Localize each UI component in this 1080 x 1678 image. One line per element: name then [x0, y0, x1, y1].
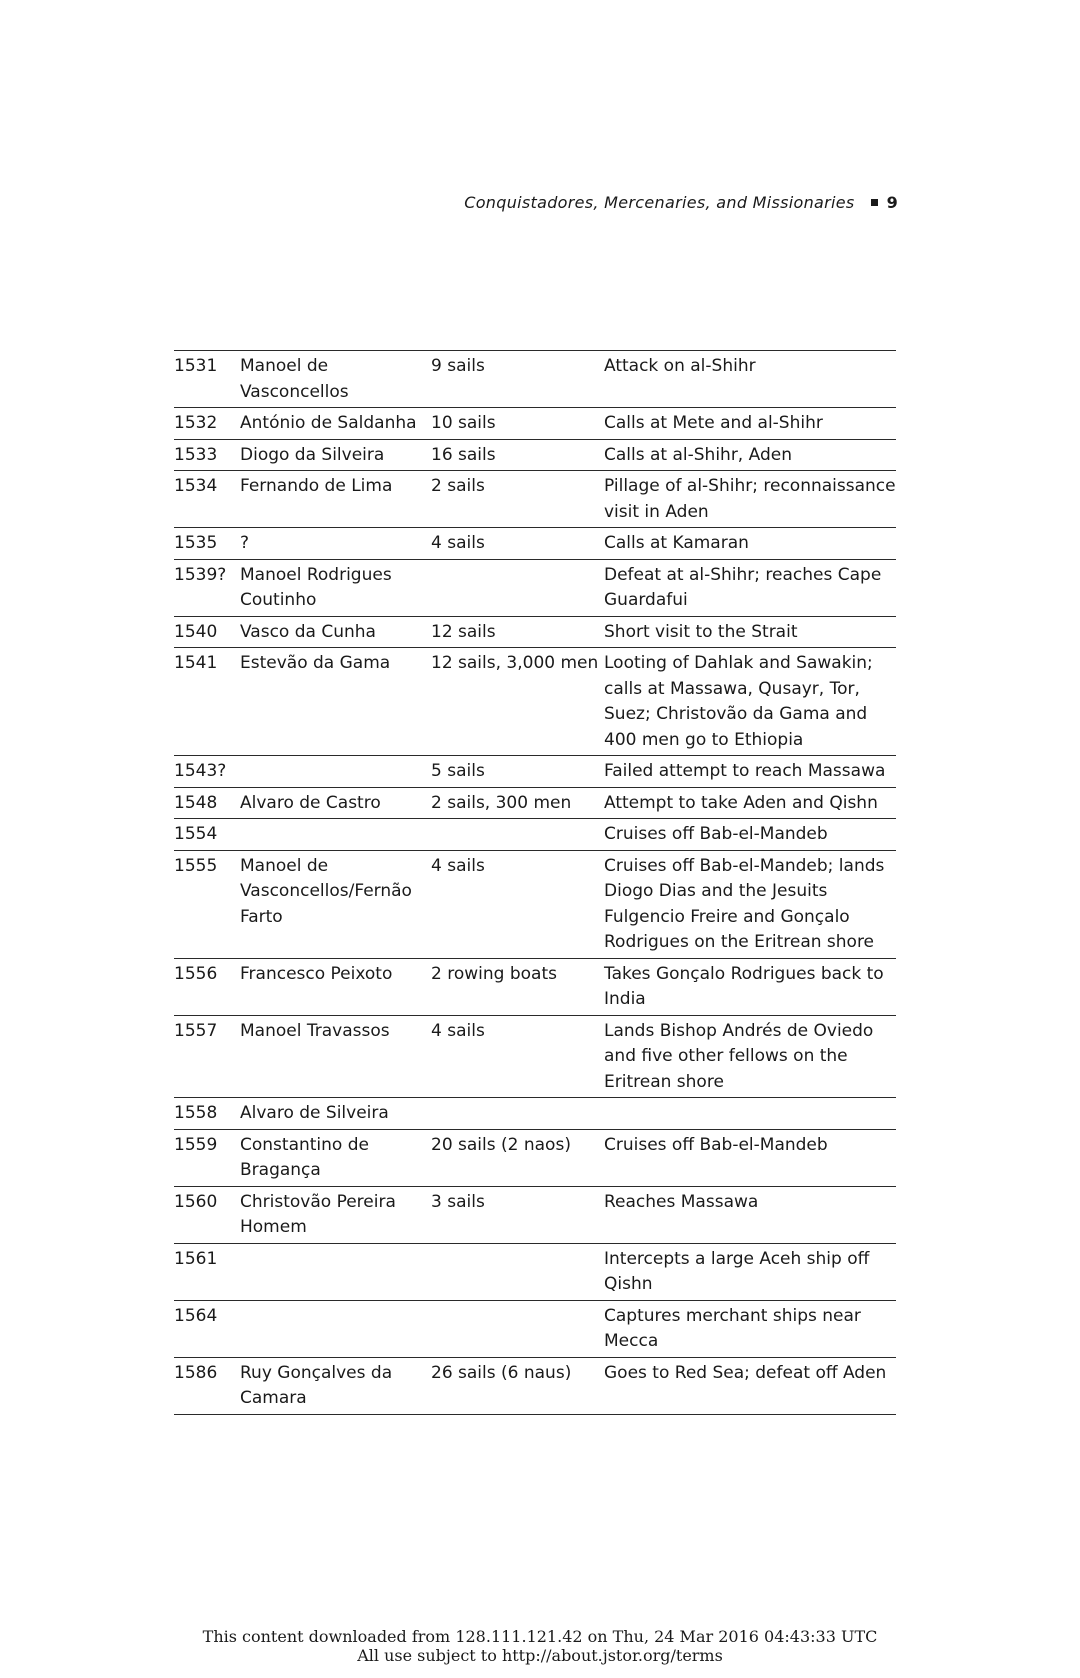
- events-cell: Goes to Red Sea; defeat off Aden: [604, 1362, 887, 1383]
- events-cell: Reaches Massawa: [604, 1191, 759, 1212]
- square-bullet-icon: [871, 199, 878, 206]
- commander-cell: Estevão da Gama: [240, 653, 391, 673]
- table-row: [174, 1186, 896, 1243]
- year-cell: 1561: [174, 1248, 218, 1269]
- commander-cell: Manoel de Vasconcellos/Fernão Farto: [240, 855, 412, 927]
- year-cell: 1558: [174, 1103, 218, 1123]
- commander-cell: Diogo da Silveira: [240, 444, 385, 465]
- year-cell: 1532: [174, 413, 218, 433]
- year-cell: 1564: [174, 1305, 218, 1326]
- fleet-cell: 4 sails: [431, 855, 485, 876]
- fleet-cell: 9 sails: [431, 356, 485, 376]
- year-cell: 1557: [174, 1020, 218, 1041]
- year-cell: 1556: [174, 963, 218, 984]
- table-row: [174, 958, 896, 1015]
- commander-cell: António de Saldanha: [240, 413, 417, 433]
- commander-cell: Constantino de Bragança: [240, 1134, 369, 1180]
- table-row: [174, 470, 896, 527]
- commander-cell: [240, 1304, 431, 1355]
- fleet-cell: [431, 1304, 604, 1355]
- fleet-cell: 4 sails: [431, 1020, 485, 1041]
- commander-cell: ?: [240, 533, 250, 553]
- year-cell: 1548: [174, 792, 218, 813]
- fleet-cell: 20 sails (2 naos): [431, 1134, 571, 1155]
- commander-cell: [240, 759, 431, 785]
- year-cell: 1586: [174, 1362, 218, 1383]
- fleet-cell: 26 sails (6 naus): [431, 1362, 572, 1383]
- events-cell: Defeat at al-Shihr; reaches Cape Guardafui: [604, 564, 882, 610]
- events-cell: Calls at al-Shihr, Aden: [604, 444, 792, 465]
- fleet-cell: 5 sails: [431, 761, 485, 781]
- fleet-cell: 4 sails: [431, 533, 485, 553]
- year-cell: 1554: [174, 824, 218, 844]
- terms-notice-line: All use subject to http://about.jstor.org/terms: [357, 1646, 723, 1665]
- events-cell: Attack on al-Shihr: [604, 356, 756, 376]
- commander-cell: [240, 1247, 431, 1298]
- table-row: [174, 1357, 896, 1415]
- table-row: [174, 1015, 896, 1098]
- fleet-cell: [431, 1247, 604, 1298]
- fleet-cell: 2 sails, 300 men: [431, 792, 572, 813]
- events-cell: Failed attempt to reach Massawa: [604, 761, 886, 781]
- events-cell: Cruises off Bab-el-Mandeb; lands Diogo Dias and the Jesuits Fulgencio Freire and Gonçalo Rodrigues on the Eritrean shore: [604, 855, 885, 952]
- table-row: [174, 350, 896, 407]
- events-cell: Captures merchant ships near Mecca: [604, 1305, 861, 1351]
- table-row: [174, 1129, 896, 1186]
- fleet-cell: [431, 563, 604, 614]
- commander-cell: Manoel Travassos: [240, 1020, 390, 1041]
- commander-cell: Alvaro de Silveira: [240, 1103, 389, 1123]
- events-cell: Attempt to take Aden and Qishn: [604, 792, 878, 813]
- fleet-cell: 12 sails: [431, 621, 496, 642]
- table-row: [174, 1243, 896, 1300]
- commander-cell: Manoel Rodrigues Coutinho: [240, 564, 392, 610]
- table-row: [174, 559, 896, 616]
- commander-cell: Manoel de Vasconcellos: [240, 356, 349, 402]
- commander-cell: Alvaro de Castro: [240, 792, 381, 813]
- table-row: [174, 1300, 896, 1357]
- events-cell: Lands Bishop Andrés de Oviedo and five other fellows on the Eritrean shore: [604, 1020, 874, 1092]
- events-cell: Cruises off Bab-el-Mandeb: [604, 824, 828, 844]
- table-row: [174, 787, 896, 819]
- events-cell: Takes Gonçalo Rodrigues back to India: [604, 963, 884, 1009]
- commander-cell: Fernando de Lima: [240, 476, 393, 496]
- voyages-table: [174, 350, 896, 1415]
- events-cell: Cruises off Bab-el-Mandeb: [604, 1134, 828, 1155]
- events-cell: Looting of Dahlak and Sawakin; calls at Massawa, Qusayr, Tor, Suez; Christovão da Gama and 400 men go to Ethiopia: [604, 653, 873, 750]
- table-row: [174, 407, 896, 439]
- commander-cell: Francesco Peixoto: [240, 963, 393, 984]
- running-title: Conquistadores, Mercenaries, and Missionaries: [464, 193, 855, 212]
- events-cell: Calls at Kamaran: [604, 533, 749, 553]
- commander-cell: [240, 822, 431, 848]
- table-row: [174, 647, 896, 755]
- table-row: [174, 439, 896, 471]
- fleet-cell: 16 sails: [431, 444, 496, 465]
- year-cell: 1531: [174, 356, 218, 376]
- commander-cell: Vasco da Cunha: [240, 621, 376, 642]
- fleet-cell: 3 sails: [431, 1191, 485, 1212]
- commander-cell: Christovão Pereira Homem: [240, 1191, 396, 1237]
- year-cell: 1559: [174, 1134, 218, 1155]
- table-row: [174, 818, 896, 850]
- fleet-cell: 2 sails: [431, 476, 485, 496]
- year-cell: 1543?: [174, 761, 227, 781]
- year-cell: 1533: [174, 444, 218, 465]
- fleet-cell: [431, 822, 604, 848]
- table-row: [174, 527, 896, 559]
- table-row: [174, 1097, 896, 1129]
- events-cell: [604, 1101, 896, 1127]
- events-cell: Intercepts a large Aceh ship off Qishn: [604, 1248, 870, 1294]
- year-cell: 1539?: [174, 564, 227, 585]
- events-cell: Short visit to the Strait: [604, 621, 798, 642]
- commander-cell: Ruy Gonçalves da Camara: [240, 1362, 393, 1408]
- page-number: 9: [886, 193, 898, 212]
- table-row: [174, 755, 896, 787]
- year-cell: 1540: [174, 621, 218, 642]
- events-cell: Pillage of al-Shihr; reconnaissance visit in Aden: [604, 476, 896, 522]
- fleet-cell: 10 sails: [431, 413, 496, 433]
- year-cell: 1555: [174, 855, 218, 876]
- table-row: [174, 850, 896, 958]
- events-cell: Calls at Mete and al-Shihr: [604, 413, 823, 433]
- year-cell: 1535: [174, 533, 218, 553]
- running-head: [464, 193, 898, 212]
- fleet-cell: 12 sails, 3,000 men: [431, 653, 599, 673]
- download-notice-line: This content downloaded from 128.111.121.42 on Thu, 24 Mar 2016 04:43:33 UTC: [202, 1627, 878, 1646]
- year-cell: 1560: [174, 1191, 218, 1212]
- download-notice: [0, 1627, 1080, 1665]
- fleet-cell: [431, 1101, 604, 1127]
- year-cell: 1541: [174, 653, 218, 673]
- table-row: [174, 616, 896, 648]
- year-cell: 1534: [174, 476, 218, 496]
- fleet-cell: 2 rowing boats: [431, 963, 557, 984]
